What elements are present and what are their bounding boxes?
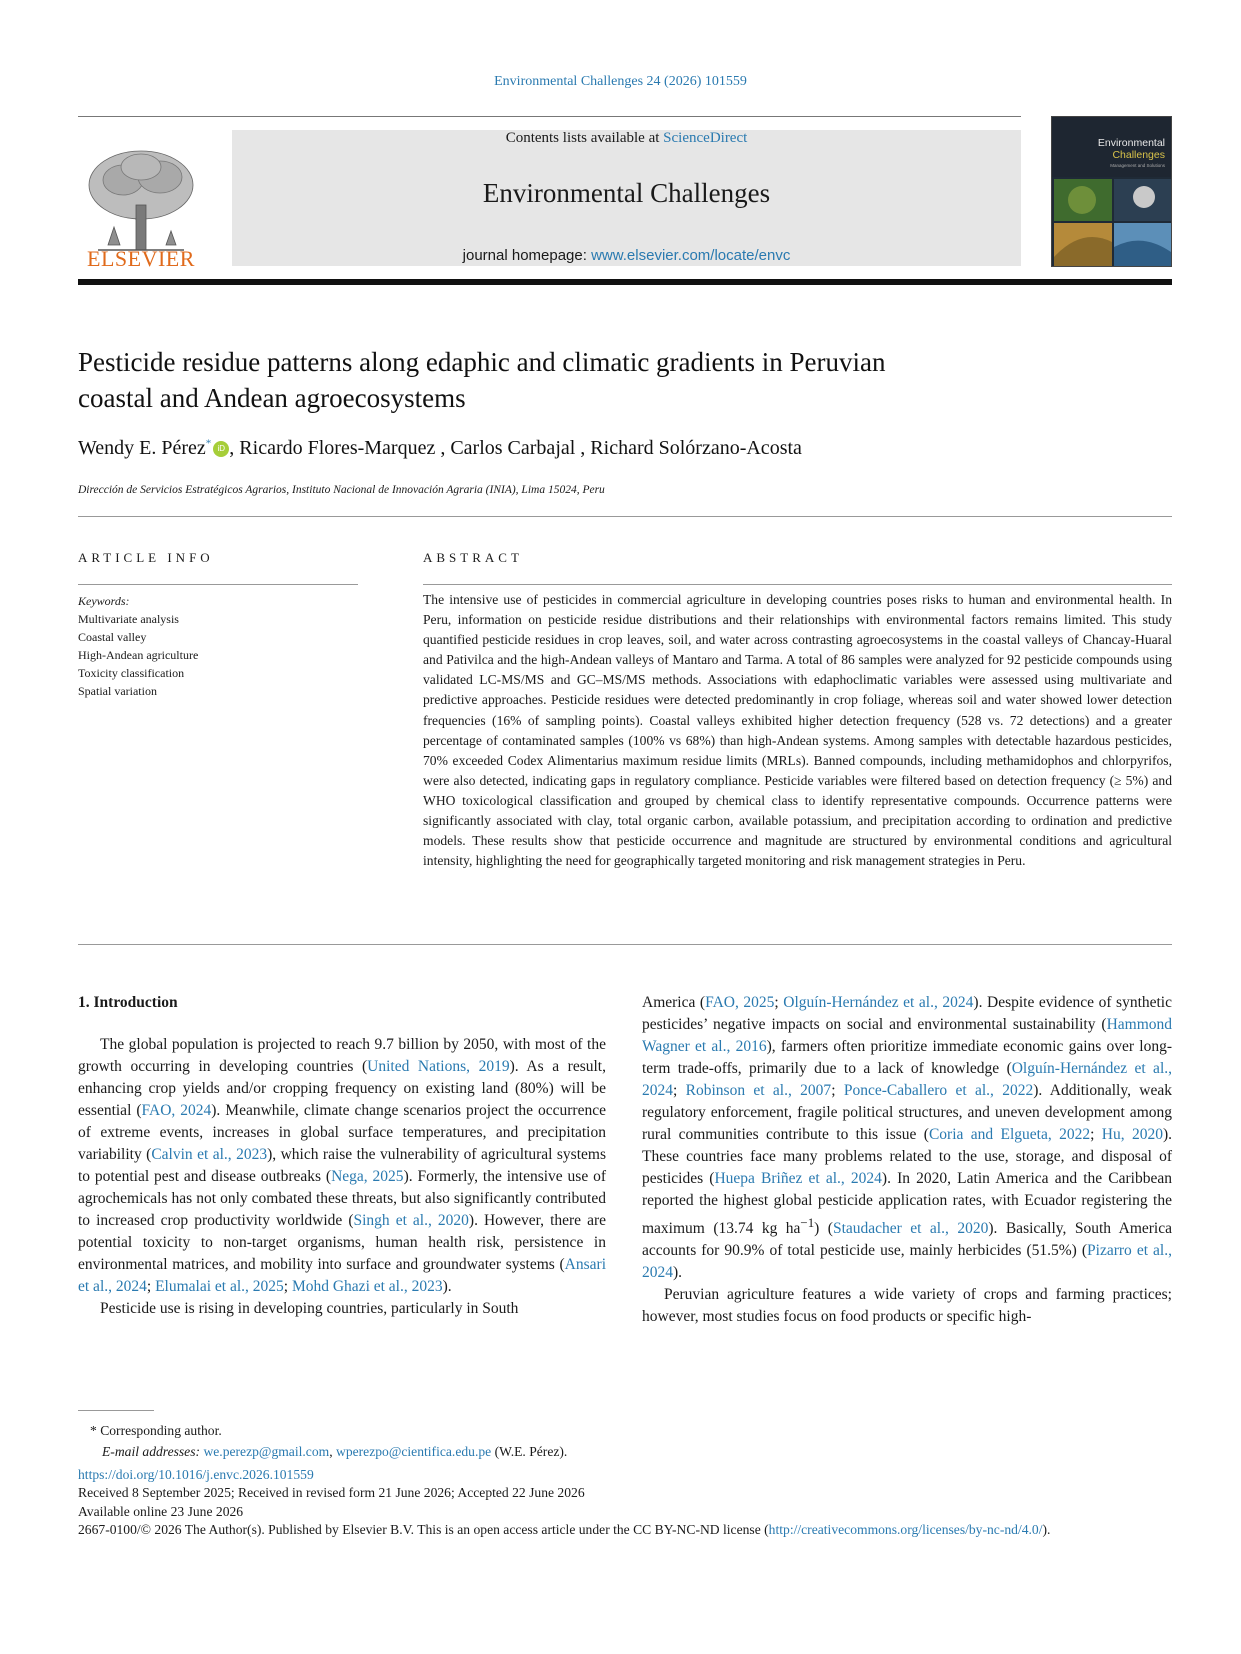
corresponding-author-note: * Corresponding author. [90, 1423, 222, 1438]
cover-title-line2: Challenges [1112, 149, 1165, 161]
body-paragraph: America (FAO, 2025; Olguín-Hernández et al., 2024). Despite evidence of synthetic pesticides’ negative impacts on social and environmental sustainability (Hammond Wagner et al., 2016), farmers often prioritize immediate economic gains over long-term trade-offs, primarily due to a lack of knowledge (Olguín-Hernández et al., 2024; Robinson et al., 2007; Ponce-Caballero et al., 2022). Additionally, weak regulatory enforcement, fragile political structures, and uneven development among rural communities contribute to this issue (Coria and Elgueta, 2022; Hu, 2020). These countries face many problems related to the use, storage, and disposal of pesticides (Huepa Briñez et al., 2024). In 2020, Latin America and the Caribbean reported the highest global pesticide application rates, with Ecuador registering the maximum (13.74 kg $ha^{-1}$) (Staudacher et al., 2020). Basically, South America accounts for 90.9% of total pesticide use, mainly herbicides (51.5%) (Pizarro et al., 2024). [642, 994, 1173, 1282]
available-online-date: Available online 23 June 2026 [78, 1503, 244, 1519]
citation-link[interactable]: Mohd Ghazi et al., 2023 [291, 1278, 443, 1295]
citation-link[interactable]: United Nations, 2019 [367, 1058, 510, 1075]
divider [423, 584, 1172, 585]
citation-link[interactable]: Olguín-Hernández et al., 2024 [783, 994, 974, 1011]
journal-title: Environmental Challenges [482, 178, 771, 208]
unit-superscript: −1 [800, 1215, 815, 1230]
keyword-item: Multivariate analysis [78, 612, 179, 626]
top-divider [78, 116, 1021, 117]
coauthor-names: , Ricardo Flores-Marquez , Carlos Carbajal , Richard Solórzano-Acosta [229, 437, 802, 459]
email-owner: (W.E. Pérez). [491, 1444, 568, 1459]
citation-link[interactable]: Huepa Briñez et al., 2024 [714, 1170, 882, 1187]
article-title-line2: coastal and Andean agroecosystems [78, 383, 466, 413]
body-column-right [642, 992, 1172, 1328]
homepage-prefix: journal homepage: [462, 247, 592, 264]
header-thick-rule [78, 279, 1172, 285]
homepage-link[interactable]: www.elsevier.com/locate/envc [591, 247, 791, 264]
citation-link[interactable]: FAO, 2025 [705, 994, 775, 1011]
citation-link[interactable]: Ansari et al., 2024 [78, 1256, 606, 1295]
keyword-item: Spatial variation [78, 684, 157, 698]
body-paragraph: The global population is projected to reach 9.7 billion by 2050, with most of the growth occurring in developing countries (United Nations, 2019). As a result, enhancing crop yields and/or cropping frequency on existing land (80%) will be essential (FAO, 2024). Meanwhile, climate change scenarios project the occurrence of extreme events, increases in global surface temperatures, and precipitation variability (Calvin et al., 2023), which raise the vulnerability of agricultural systems to potential pest and disease outbreaks (Nega, 2025). Formerly, the intensive use of agrochemicals has not only combated these threats, but also significantly contributed to increased crop productivity worldwide (Singh et al., 2020). However, there are potential toxicity to non-target organisms, human health risk, persistence in environmental matrices, and mobility into surface and groundwater systems (Ansari et al., 2024; Elumalai et al., 2025; Mohd Ghazi et al., 2023). [78, 1036, 607, 1295]
journal-reference-link[interactable]: Environmental Challenges 24 (2026) 101559 [494, 74, 747, 89]
citation-link[interactable]: Nega, 2025 [331, 1168, 404, 1185]
author-list [78, 437, 1078, 460]
contents-prefix: Contents lists available at [505, 130, 664, 146]
email-line: E-mail addresses: we.perezp@gmail.com, wperezpo@cientifica.edu.pe (W.E. Pérez). [102, 1444, 568, 1459]
journal-cover-image[interactable] [1051, 116, 1172, 267]
citation-link[interactable]: Olguín-Hernández et al., 2024 [642, 1060, 1172, 1099]
citation-link[interactable]: Calvin et al., 2023 [151, 1146, 268, 1163]
divider [78, 944, 1172, 945]
keyword-item: Toxicity classification [78, 666, 185, 680]
abstract-text: The intensive use of pesticides in commercial agriculture in developing countries poses risks to human and environmental health. In Peru, information on pesticide residue distributions and their relationships with environmental factors remains limited. This study quantified pesticide residues in crop leaves, soil, and water across contrasting agroecosystems in the coastal valleys of Chancay-Huaral and Pativilca and the high-Andean valleys of Mantaro and Tarma. A total of 86 samples were analyzed for 92 pesticide compounds using validated LC-MS/MS and GC–MS/MS methods. Associations with edaphoclimatic variables were assessed using multivariate and predictive approaches. Pesticide residues were detected predominantly in crop foliage, whereas soil and water showed lower detection frequencies (16% of sampling points). Coastal valleys exhibited higher detection frequency (528 vs. 72 detections) and a greater percentage of contaminated samples (100% vs 68%) than high-Andean systems. Among samples with detectable hazardous pesticides, 70% exceeded Codex Alimentarius maximum residue limits (MRLs). Banned compounds, including methamidophos and chlorpyrifos, were also detected, indicating gaps in regulatory compliance. Pesticide variables were filtered based on detection frequency (≥ 5%) and WHO toxicological classification and grouped by chemical class to identify representative compounds. Occurrence patterns were significantly associated with clay, total organic carbon, available potassium, and precipitation according to ordination and predictive models. These results show that pesticide occurrence and magnitude are structured by environmental conditions and agricultural intensity, highlighting the need for geographically targeted monitoring and risk management strategies in Peru. [423, 592, 1172, 869]
email-link[interactable]: we.perezp@gmail.com [203, 1444, 330, 1459]
citation-link[interactable]: Elumalai et al., 2025 [155, 1278, 284, 1295]
received-dates: Received 8 September 2025; Received in revised form 21 June 2026; Accepted 22 June 2026 [78, 1485, 585, 1501]
keywords-block [78, 592, 358, 700]
contents-available-line [232, 130, 1021, 147]
body-column-left [78, 992, 606, 1320]
citation-link[interactable]: Hu, 2020 [1101, 1126, 1163, 1143]
cover-title-line1: Environmental [1097, 137, 1165, 149]
citation-link[interactable]: Coria and Elgueta, 2022 [928, 1126, 1091, 1143]
citation-link[interactable]: Hammond Wagner et al., 2016 [642, 1016, 1172, 1055]
citation-link[interactable]: Singh et al., 2020 [353, 1212, 469, 1229]
cover-title [1098, 137, 1165, 161]
elsevier-wordmark: ELSEVIER [87, 246, 195, 271]
corresponding-author-marker[interactable]: * [205, 437, 212, 450]
body-paragraph: Peruvian agriculture features a wide variety of crops and farming practices; however, most studies focus on food products or specific high- [642, 1286, 1172, 1326]
article-title-line1: Pesticide residue patterns along edaphic and climatic gradients in Peruvian [78, 347, 886, 377]
sciencedirect-link[interactable]: ScienceDirect [663, 130, 748, 146]
divider [78, 584, 358, 585]
license-statement: 2667-0100/© 2026 The Author(s). Published by Elsevier B.V. This is an open access article under the CC BY-NC-ND license (http://creativecommons.org/licenses/by-nc-nd/4.0/). [78, 1521, 1051, 1537]
author-affiliation: Dirección de Servicios Estratégicos Agrarios, Instituto Nacional de Innovación Agraria (INIA), Lima 15024, Peru [78, 484, 605, 496]
article-info-heading: ARTICLE INFO [78, 550, 214, 565]
orcid-icon[interactable]: iD [213, 441, 229, 457]
article-title [78, 344, 1078, 416]
license-link[interactable]: http://creativecommons.org/licenses/by-nc-nd/4.0/ [768, 1521, 1043, 1537]
publication-info [78, 1466, 1172, 1539]
abstract-heading: ABSTRACT [423, 550, 523, 565]
citation-link[interactable]: Pizarro et al., 2024 [642, 1242, 1172, 1282]
doi-link[interactable]: https://doi.org/10.1016/j.envc.2026.101559 [78, 1467, 314, 1482]
keyword-item: High-Andean agriculture [78, 648, 199, 662]
body-paragraph: Pesticide use is rising in developing countries, particularly in South [100, 1300, 519, 1317]
email-label: E-mail addresses: [102, 1444, 201, 1459]
section-heading: 1. Introduction [78, 994, 178, 1011]
keyword-item: Coastal valley [78, 630, 147, 644]
footnotes [78, 1406, 1172, 1462]
citation-link[interactable]: FAO, 2024 [141, 1102, 212, 1119]
author-name: Wendy E. Pérez [78, 437, 206, 459]
citation-link[interactable]: Robinson et al., 2007 [685, 1082, 832, 1099]
keywords-label: Keywords: [78, 594, 130, 608]
citation-link[interactable]: Ponce-Caballero et al., 2022 [843, 1082, 1034, 1099]
email-link[interactable]: wperezpo@cientifica.edu.pe [336, 1444, 492, 1459]
journal-homepage-line [232, 247, 1021, 264]
citation-link[interactable]: Staudacher et al., 2020 [832, 1220, 989, 1238]
divider [78, 516, 1172, 517]
cover-subtitle: Management and Solutions [1110, 163, 1165, 168]
